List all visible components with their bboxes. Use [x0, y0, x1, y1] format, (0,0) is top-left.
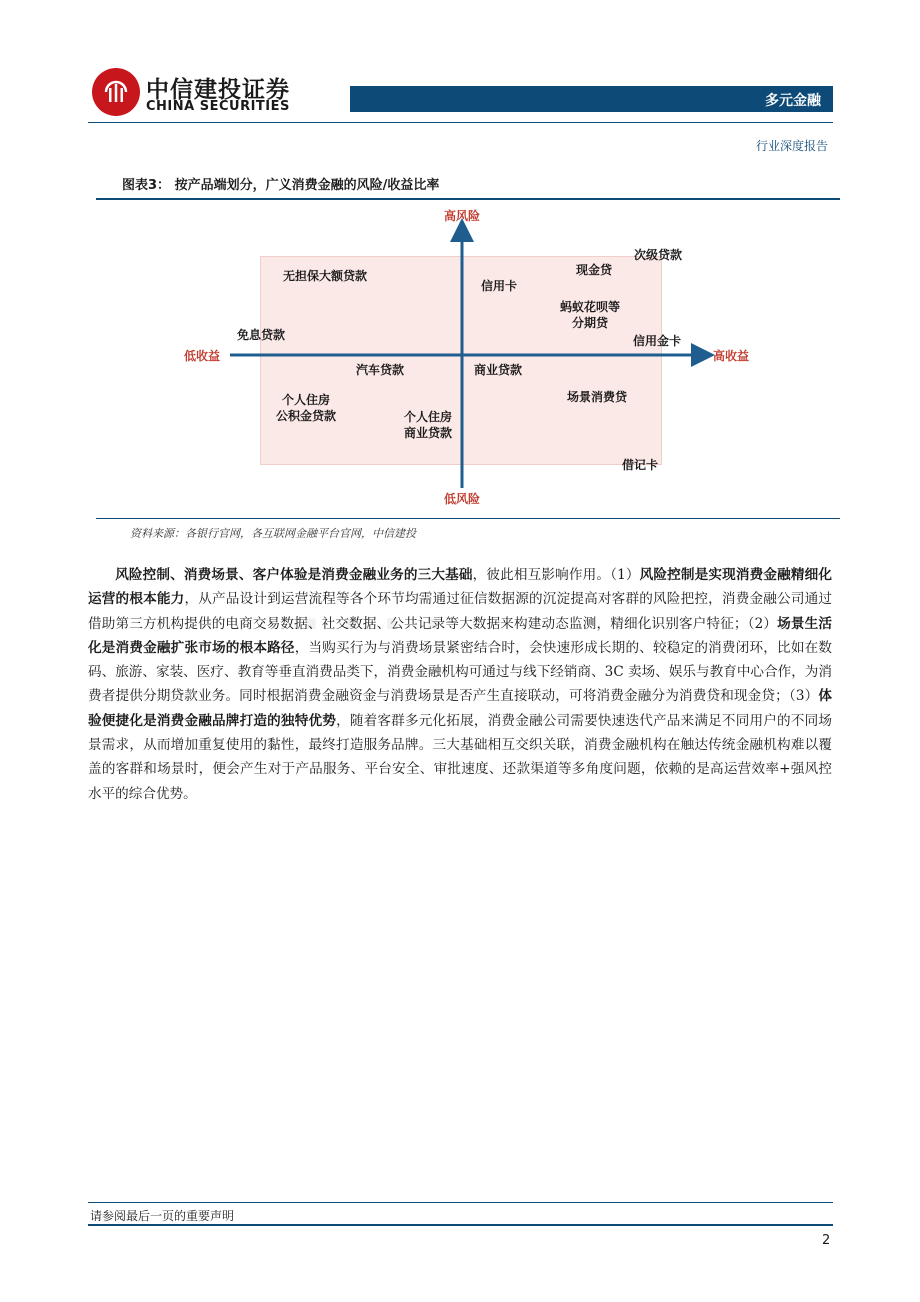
item-gold-credit-card: 信用金卡 [633, 334, 682, 348]
body-text-4: ，随着客群多元化拓展，消费金融公司需要快速迭代产品来满足不同用户的不同场景需求，从而增加重复使用的黏性，最终打造服务品牌。三大基础相互交织关联，消费金融机构在触达传统金融机构难以覆盖的客群和场景时，便会产生对于产品服务、平台安全、审批速度、还款渠道等多角度问题，依赖的是高运营效率+强风控水平的综合优势。 [88, 712, 832, 802]
body-bold-3: 场景生活化是消费金融扩张市场的根本路径 [88, 615, 832, 656]
axis-label-high-return: 高收益 [713, 349, 750, 363]
body-bold-4: 体验便捷化是消费金融品牌打造的独特优势 [88, 688, 832, 729]
axis-label-low-risk: 低风险 [444, 492, 481, 506]
item-cash-loan: 现金贷 [576, 263, 613, 277]
item-housing-commercial-loan-line2: 商业贷款 [403, 426, 452, 440]
figure-source: 资料来源：各银行官网，各互联网金融平台官网，中信建投 [130, 527, 416, 540]
axis-label-low-return: 低收益 [184, 349, 221, 363]
item-subprime-loan: 次级贷款 [634, 248, 683, 262]
item-housing-provident-loan [272, 392, 340, 424]
section-title: 多元金融 [765, 93, 821, 109]
risk-return-axes [0, 0, 920, 520]
item-ant-huabei [557, 299, 623, 331]
body-bold-2: 风险控制是实现消费金融精细化运营的根本能力 [88, 567, 833, 608]
footer-disclaimer: 请参阅最后一页的重要声明 [90, 1209, 235, 1223]
body-text-1: ，彼此相互影响作用。（1） [472, 567, 640, 583]
watermark: · · · · [300, 592, 444, 657]
body-paragraph [88, 563, 832, 806]
body-text-2: ，从产品设计到运营流程等各个环节均需通过征信数据源的沉淀提高对客群的风险把控，消费金融公司通过借助第三方机构提供的电商交易数据、社交数据、公共记录等大数据来构建动态监测，精细化识别客户特征；（2） [88, 591, 832, 632]
page-number: 2 [822, 1233, 831, 1248]
body-text-3: ，当购买行为与消费场景紧密结合时，会快速形成长期的、较稳定的消费闭环，比如在数码、旅游、家装、医疗、教育等垂直消费品类下，消费金融机构可通过与线下经销商、3C 卖场、娱乐与教育中心合作，为消费者提供分期贷款业务。同时根据消费金融资金与消费场景是否产生直接联动，可将消费金融分为消费贷和现金贷；（3） [88, 639, 832, 705]
brand-name-cn: 中信建投证券 [146, 77, 290, 103]
item-commercial-loan: 商业贷款 [474, 363, 523, 377]
footer-divider-bottom [88, 1224, 833, 1226]
item-ant-huabei-line1: 蚂蚁花呗等 [559, 300, 620, 314]
axis-label-high-risk: 高风险 [444, 209, 481, 223]
item-housing-commercial-loan [401, 409, 455, 441]
body-bold-1: 风险控制、消费场景、客户体验是消费金融业务的三大基础 [115, 567, 473, 583]
item-unsecured-large-loan: 无担保大额贷款 [283, 269, 368, 283]
item-housing-provident-loan-line2: 公积金贷款 [275, 409, 336, 423]
item-debit-card: 借记卡 [622, 458, 659, 472]
item-auto-loan: 汽车贷款 [356, 363, 405, 377]
figure-bottom-rule [96, 518, 840, 519]
report-type: 行业深度报告 [755, 139, 828, 153]
item-interest-free-loan: 免息贷款 [237, 328, 286, 342]
footer-divider-top [88, 1202, 833, 1203]
item-housing-commercial-loan-line1: 个人住房 [403, 410, 452, 424]
item-ant-huabei-line2: 分期贷 [571, 316, 608, 330]
item-housing-provident-loan-line1: 个人住房 [281, 393, 330, 407]
item-credit-card: 信用卡 [481, 279, 518, 293]
figure-title: 图表3： 按产品端划分，广义消费金融的风险/收益比率 [122, 178, 440, 193]
item-scenario-consumer-loan: 场景消费贷 [567, 390, 628, 404]
brand-name-en: CHINA SECURITIES [146, 99, 290, 114]
